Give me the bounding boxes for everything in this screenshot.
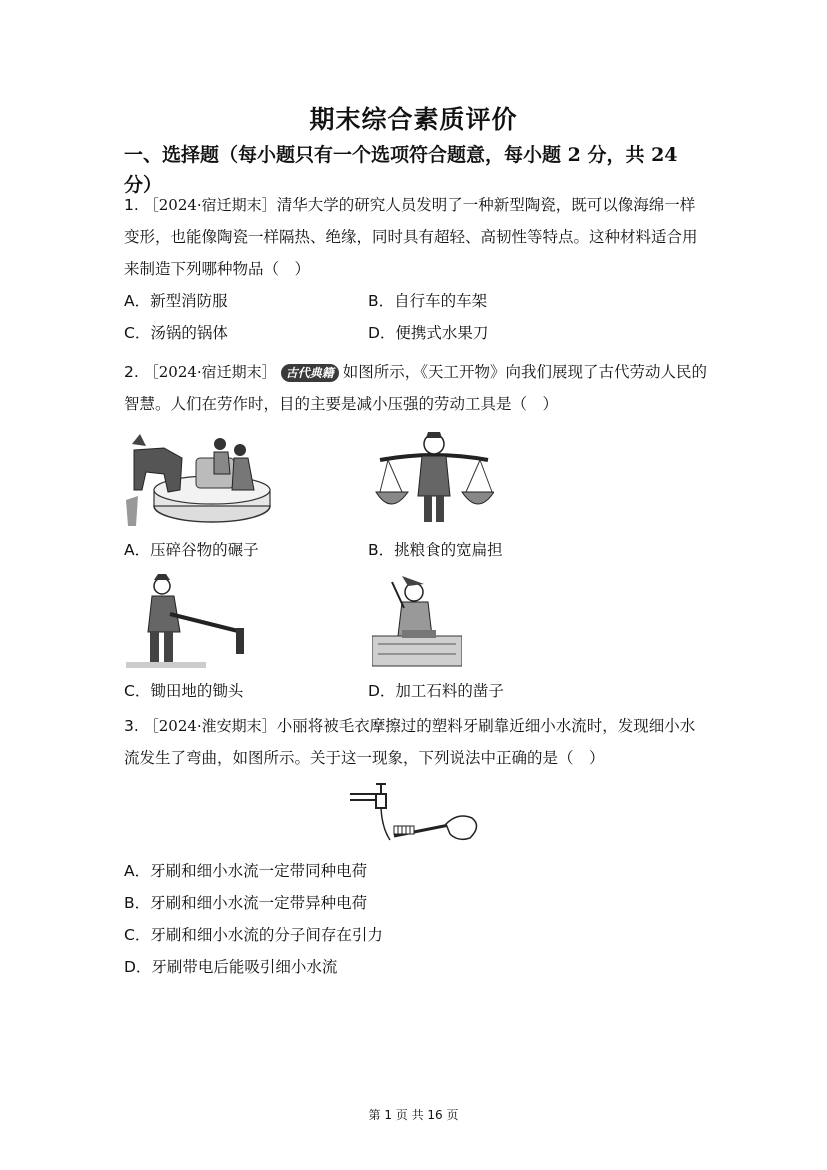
hoe-illustration <box>126 574 250 670</box>
option-3d: D．牙刷带电后能吸引细小水流 <box>124 958 338 976</box>
page-title: 期末综合素质评价 <box>309 105 518 134</box>
question-source: ［2024·宿迁期末］ <box>143 363 277 381</box>
option-3b: B．牙刷和细小水流一定带异种电荷 <box>124 894 368 912</box>
faucet-toothbrush-illustration <box>346 778 486 850</box>
question-source: ［2024·淮安期末］ <box>143 717 277 735</box>
section-heading: 一、选择题（每小题只有一个选项符合题意，每小题 2 分，共 24 分） <box>124 144 678 196</box>
option-2c: C．锄田地的锄头 <box>124 682 244 700</box>
page-footer: 第 1 页 共 16 页 <box>368 1108 459 1122</box>
question-number: 1. <box>124 196 139 214</box>
option-1a: A．新型消防服 <box>124 292 228 310</box>
chisel-illustration <box>372 574 462 670</box>
option-2b: B．挑粮食的宽扁担 <box>368 541 503 559</box>
option-3c: C．牙刷和细小水流的分子间存在引力 <box>124 926 383 944</box>
option-1b: B．自行车的车架 <box>368 292 488 310</box>
carrying-pole-illustration <box>374 430 494 530</box>
question-2 <box>124 356 709 420</box>
question-number: 3. <box>124 717 139 735</box>
question-1 <box>124 189 709 285</box>
question-number: 2. <box>124 363 139 381</box>
option-2d: D．加工石料的凿子 <box>368 682 504 700</box>
millstone-illustration <box>124 430 274 530</box>
question-3 <box>124 710 709 774</box>
question-text: 如图所示，《天工开物》向我们展现了古代劳动人民的智慧。人们在劳作时，目的主要是减小压强的劳动工具是（ ） <box>124 363 707 413</box>
option-1c: C．汤锅的锅体 <box>124 324 228 342</box>
question-text: 清华大学的研究人员发明了一种新型陶瓷，既可以像海绵一样变形，也能像陶瓷一样隔热、绝缘，同时具有超轻、高韧性等特点。这种材料适合用来制造下列哪种物品（ ） <box>124 196 698 278</box>
option-3a: A．牙刷和细小水流一定带同种电荷 <box>124 862 368 880</box>
question-text: 小丽将被毛衣摩擦过的塑料牙刷靠近细小水流时，发现细小水流发生了弯曲，如图所示。关于这一现象，下列说法中正确的是（ ） <box>124 717 696 767</box>
category-badge: 古代典籍 <box>281 364 339 382</box>
option-1d: D．便携式水果刀 <box>368 324 489 342</box>
question-source: ［2024·宿迁期末］ <box>143 196 277 214</box>
option-2a: A．压碎谷物的碾子 <box>124 541 259 559</box>
